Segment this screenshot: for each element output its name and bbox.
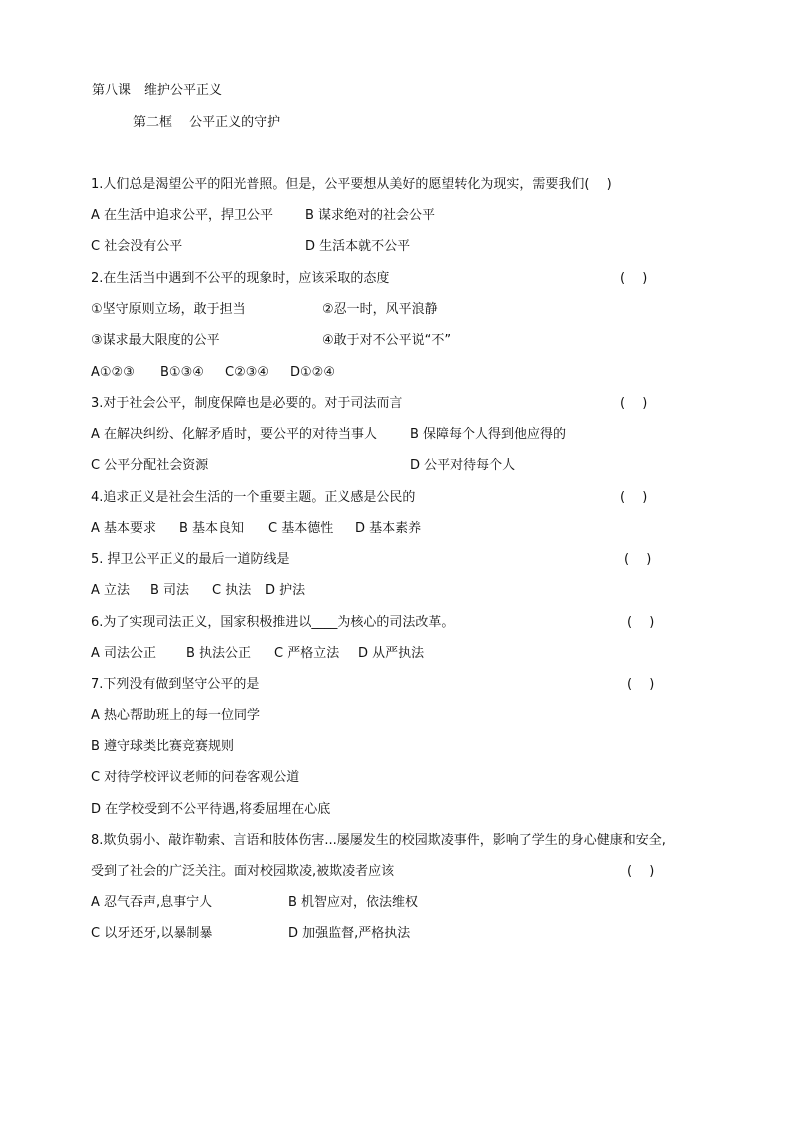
question-2-answer-blank: ( ) <box>620 271 648 286</box>
question-5-option-c: C 执法 <box>212 583 252 598</box>
question-6-option-b: B 执法公正 <box>186 646 252 661</box>
question-1-option-c: C 社会没有公平 <box>91 239 183 254</box>
question-2-item-4: ④敢于对不公平说“不” <box>322 333 452 348</box>
question-3-stem: 3.对于社会公平，制度保障也是必要的。对于司法而言 <box>91 396 403 411</box>
question-4-option-c: C 基本德性 <box>268 521 334 536</box>
question-8-option-c: C 以牙还牙,以暴制暴 <box>91 926 213 941</box>
question-7-stem: 7.下列没有做到坚守公平的是 <box>91 677 260 692</box>
question-6-option-c: C 严格立法 <box>274 646 340 661</box>
question-6-stem: 6.为了实现司法正义，国家积极推进以____为核心的司法改革。 <box>91 615 455 630</box>
question-2-stem: 2.在生活当中遇到不公平的现象时，应该采取的态度 <box>91 271 390 286</box>
question-6-option-a: A 司法公正 <box>91 646 157 661</box>
lesson-title: 第八课 维护公平正义 <box>92 83 223 98</box>
question-2-option-c: C②③④ <box>225 365 270 380</box>
question-8-option-b: B 机智应对，依法维权 <box>288 895 419 910</box>
question-7-option-b: B 遵守球类比赛竞赛规则 <box>91 739 235 754</box>
question-1-stem: 1.人们总是渴望公平的阳光普照。但是，公平要想从美好的愿望转化为现实，需要我们( ) <box>91 177 612 192</box>
question-1-option-a: A 在生活中追求公平，捍卫公平 <box>91 208 274 223</box>
question-8-answer-blank: ( ) <box>627 864 655 879</box>
question-4-option-b: B 基本良知 <box>179 521 245 536</box>
question-1-option-d: D 生活本就不公平 <box>305 239 411 254</box>
section-title: 第二框 公平正义的守护 <box>133 115 281 130</box>
question-6-answer-blank: ( ) <box>627 615 655 630</box>
question-5-option-b: B 司法 <box>150 583 190 598</box>
question-4-option-a: A 基本要求 <box>91 521 157 536</box>
question-2-option-d: D①②④ <box>290 365 335 380</box>
question-2-item-2: ②忍一时，风平浪静 <box>322 302 438 317</box>
question-4-stem: 4.追求正义是社会生活的一个重要主题。正义感是公民的 <box>91 490 416 505</box>
question-5-option-a: A 立法 <box>91 583 131 598</box>
question-3-option-b: B 保障每个人得到他应得的 <box>410 427 567 442</box>
question-4-option-d: D 基本素养 <box>355 521 422 536</box>
question-2-item-1: ①坚守原则立场，敢于担当 <box>91 302 246 317</box>
question-3-option-d: D 公平对待每个人 <box>410 458 516 473</box>
question-5-stem: 5. 捍卫公平正义的最后一道防线是 <box>91 552 290 567</box>
question-5-option-d: D 护法 <box>265 583 306 598</box>
question-8-option-d: D 加强监督,严格执法 <box>288 926 411 941</box>
question-7-option-a: A 热心帮助班上的每一位同学 <box>91 708 261 723</box>
question-8-stem-continued: 受到了社会的广泛关注。面对校园欺凌,被欺凌者应该 <box>91 864 395 879</box>
question-1-option-b: B 谋求绝对的社会公平 <box>305 208 436 223</box>
question-7-option-d: D 在学校受到不公平待遇,将委屈埋在心底 <box>91 802 331 817</box>
question-8-option-a: A 忍气吞声,息事宁人 <box>91 895 213 910</box>
question-3-option-c: C 公平分配社会资源 <box>91 458 209 473</box>
question-3-option-a: A 在解决纠纷、化解矛盾时，要公平的对待当事人 <box>91 427 378 442</box>
question-5-answer-blank: ( ) <box>624 552 652 567</box>
question-8-stem: 8.欺负弱小、敲诈勒索、言语和肢体伤害...屡屡发生的校园欺凌事件，影响了学生的身心健康和安全, <box>91 833 666 848</box>
question-2-option-b: B①③④ <box>160 365 204 380</box>
question-2-option-a: A①②③ <box>91 365 135 380</box>
question-3-answer-blank: ( ) <box>620 396 648 411</box>
question-7-answer-blank: ( ) <box>627 677 655 692</box>
question-4-answer-blank: ( ) <box>620 490 648 505</box>
question-2-item-3: ③谋求最大限度的公平 <box>91 333 220 348</box>
question-6-option-d: D 从严执法 <box>358 646 425 661</box>
question-7-option-c: C 对待学校评议老师的问卷客观公道 <box>91 770 300 785</box>
